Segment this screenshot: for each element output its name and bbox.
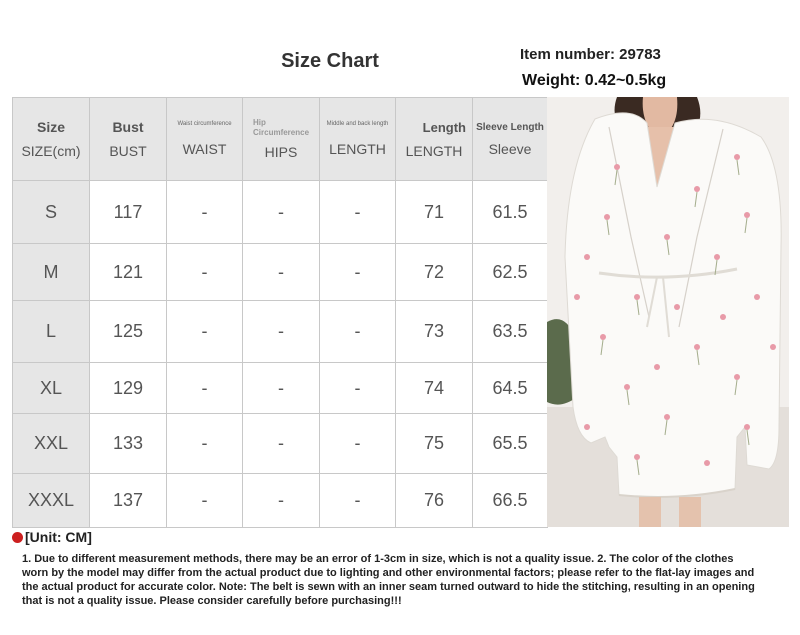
header-length-top: Length: [422, 119, 466, 135]
table-row: [13, 244, 548, 301]
size-chart-table: [12, 97, 548, 528]
header-bust-bottom: BUST: [109, 143, 147, 159]
weight-label: Weight: 0.42~0.5kg: [522, 72, 667, 89]
cell-length: 76: [396, 474, 473, 528]
cell-back-length: -: [320, 181, 396, 244]
cell-back-length: -: [320, 414, 396, 474]
header-bust: [90, 98, 167, 181]
cell-length: 71: [396, 181, 473, 244]
cell-waist: -: [167, 414, 243, 474]
cell-sleeve: 61.5: [473, 181, 548, 244]
cell-length: 74: [396, 363, 473, 414]
table-row: [13, 363, 548, 414]
cell-back-length: -: [320, 474, 396, 528]
cell-bust: 125: [90, 301, 167, 363]
cell-waist: -: [167, 363, 243, 414]
header-waist-top: Waist circumference: [177, 121, 232, 127]
cell-bust: 129: [90, 363, 167, 414]
cell-hips: -: [243, 301, 320, 363]
cell-waist: -: [167, 181, 243, 244]
cell-sleeve: 66.5: [473, 474, 548, 528]
cell-bust: 137: [90, 474, 167, 528]
header-bust-top: Bust: [112, 119, 144, 135]
disclaimer-note: 1. Due to different measurement methods, there may be an error of 1-3cm in size, which is not a quality issue. 2. The color of the clothes worn by the model may differ from the actual product due to lighting and other environmental factors; please refer to the flat-lay images and the actual product for accurate color. Note: The belt is sewn with an inner seam turned outward to hide the stitching, resulting in an opening that is not a quality issue. Please consider carefully before purchasing!!!: [22, 553, 755, 607]
header-back-length-top: Middle and back length: [326, 121, 389, 127]
cell-size: M: [13, 244, 90, 301]
header-back-length: [320, 98, 396, 181]
header-length: [396, 98, 473, 181]
item-number: Item number: 29783: [520, 46, 661, 63]
cell-hips: -: [243, 181, 320, 244]
cell-length: 75: [396, 414, 473, 474]
header-waist: [167, 98, 243, 181]
cell-length: 73: [396, 301, 473, 363]
unit-label: [12, 529, 92, 545]
header-sleeve-bottom: Sleeve: [488, 140, 532, 157]
header-hips-top: Hip Circumference: [253, 118, 310, 137]
cell-size: XXXL: [13, 474, 90, 528]
table-row: [13, 474, 548, 528]
header-hips-bottom: HIPS: [264, 144, 298, 160]
cell-length: 72: [396, 244, 473, 301]
cell-waist: -: [167, 244, 243, 301]
cell-waist: -: [167, 301, 243, 363]
model-photo-illustration: [547, 97, 789, 527]
cell-sleeve: 65.5: [473, 414, 548, 474]
table-row: [13, 414, 548, 474]
cell-waist: -: [167, 474, 243, 528]
header-size: [13, 98, 90, 181]
header-sleeve: [473, 98, 548, 181]
header-size-bottom: SIZE(cm): [21, 143, 81, 159]
cell-hips: -: [243, 474, 320, 528]
cell-size: XL: [13, 363, 90, 414]
cell-sleeve: 63.5: [473, 301, 548, 363]
header-sleeve-top: Sleeve Length: [476, 121, 544, 133]
cell-size: XXL: [13, 414, 90, 474]
header-back-length-bottom: LENGTH: [329, 141, 386, 157]
cell-sleeve: 62.5: [473, 244, 548, 301]
cell-bust: 133: [90, 414, 167, 474]
unit-text: [Unit: CM]: [25, 529, 92, 545]
red-dot-icon: [12, 532, 23, 543]
cell-hips: -: [243, 363, 320, 414]
header-hips: [243, 98, 320, 181]
table-row: [13, 301, 548, 363]
table-row: [13, 181, 548, 244]
cell-hips: -: [243, 244, 320, 301]
cell-back-length: -: [320, 301, 396, 363]
cell-back-length: -: [320, 244, 396, 301]
header-waist-bottom: WAIST: [182, 141, 227, 157]
cell-sleeve: 64.5: [473, 363, 548, 414]
cell-bust: 121: [90, 244, 167, 301]
model-photo: [547, 97, 789, 527]
page-title: Size Chart: [281, 50, 379, 72]
header-length-bottom: LENGTH: [405, 142, 463, 159]
table-header-row: [13, 98, 548, 181]
cell-size: L: [13, 301, 90, 363]
cell-hips: -: [243, 414, 320, 474]
cell-bust: 117: [90, 181, 167, 244]
cell-size: S: [13, 181, 90, 244]
cell-back-length: -: [320, 363, 396, 414]
header-size-top: Size: [36, 119, 65, 135]
